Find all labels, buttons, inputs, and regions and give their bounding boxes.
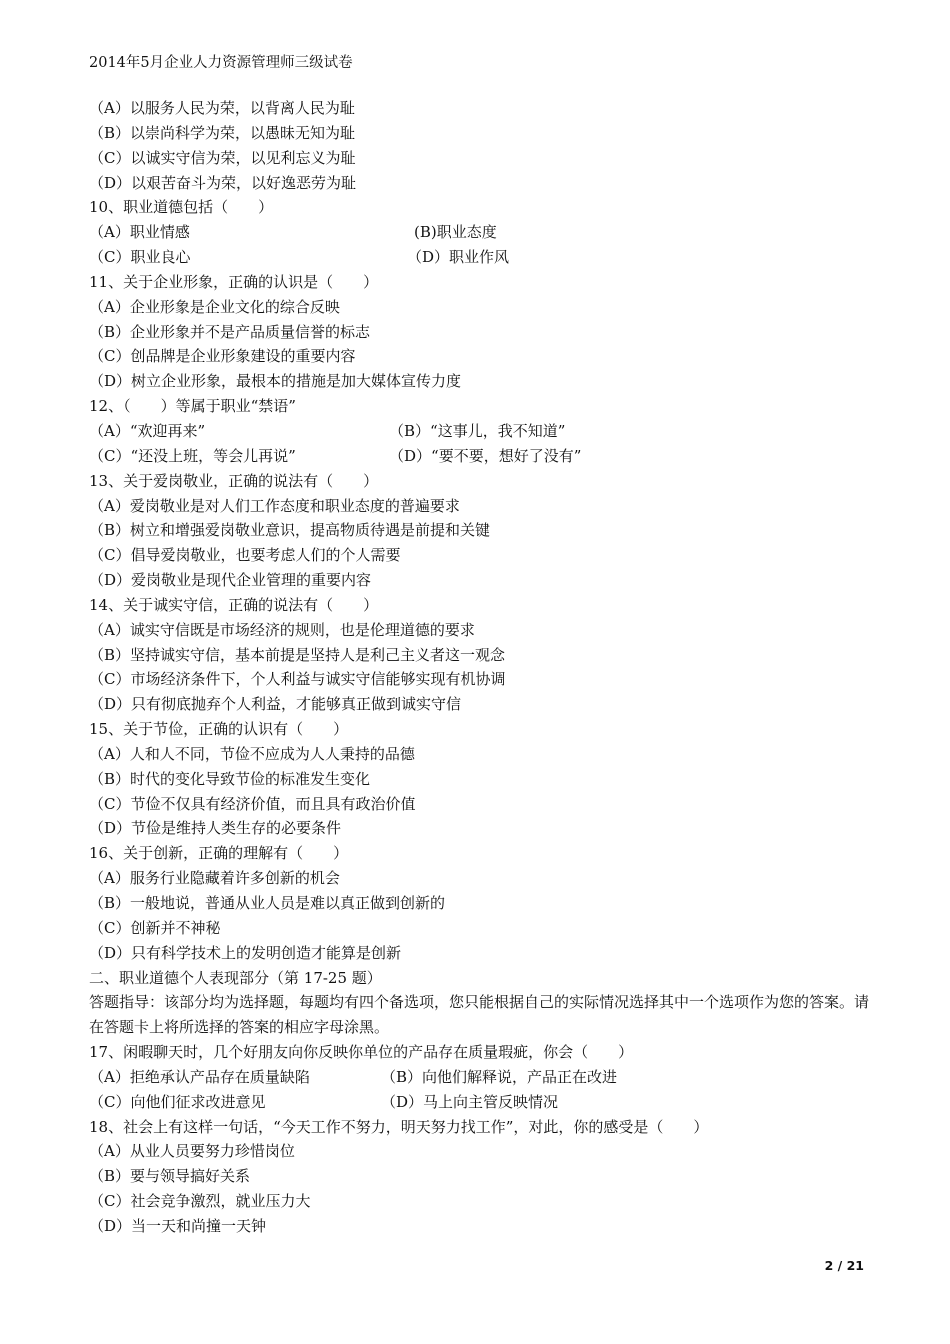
text-line [89,866,869,891]
line-text-second-column: （D）“要不要，想好了没有” [389,446,582,465]
line-text: （B）要与领导搞好关系 [89,1167,251,1186]
text-line [89,1040,869,1065]
line-text: （B）时代的变化导致节俭的标准发生变化 [89,769,371,788]
text-line [89,444,869,469]
line-text: （A）诚实守信既是市场经济的规则，也是伦理道德的要求 [89,620,475,639]
line-text: （D）以艰苦奋斗为荣，以好逸恶劳为耻 [89,173,357,192]
line-text: 12、（ ）等属于职业“禁语” [89,397,296,416]
line-text-second-column: （B）向他们解释说，产品正在改进 [381,1067,618,1086]
line-text-second-column: （D）马上向主管反映情况 [381,1092,559,1111]
line-text: （B）一般地说，普通从业人员是难以真正做到创新的 [89,894,446,912]
line-text: （C）倡导爱岗敬业，也要考虑人们的个人需要 [89,546,401,565]
text-line [89,593,869,618]
line-text: 10、职业道德包括（ ） [89,198,274,217]
line-text: 13、关于爱岗敬业，正确的说法有（ ） [89,471,379,490]
line-text: （C）创新并不神秘 [89,918,221,937]
text-line [89,816,869,841]
line-text: （C）节俭不仅具有经济价值，而且具有政治价值 [89,794,416,813]
text-line [89,618,869,643]
text-line [89,1065,869,1090]
text-line [89,394,869,419]
text-line [89,966,869,991]
text-line [89,270,869,295]
line-text: （C）向他们征求改进意见 [89,1092,266,1111]
text-line [89,245,869,270]
text-line [89,891,869,916]
line-text: （B）树立和增强爱岗敬业意识，提高物质待遇是前提和关键 [89,521,491,540]
line-text: （D）节俭是维持人类生存的必要条件 [89,819,342,838]
line-text: （C）创品牌是企业形象建设的重要内容 [89,347,356,366]
line-text: （C）社会竞争激烈，就业压力大 [89,1192,311,1211]
text-line [89,121,869,146]
line-text: （A）从业人员要努力珍惜岗位 [89,1142,295,1161]
text-line [89,1139,869,1164]
line-text: （D）爱岗敬业是现代企业管理的重要内容 [89,571,372,590]
text-line [89,146,869,171]
line-text: （B）以崇尚科学为荣，以愚昧无知为耻 [89,123,356,142]
page-number: 2 / 21 [824,1258,864,1273]
line-text: （A）拒绝承认产品存在质量缺陷 [89,1067,310,1086]
text-line [89,419,869,444]
line-text-second-column: （B）“这事儿，我不知道” [389,421,566,440]
text-line [89,767,869,792]
line-text: （B）企业形象并不是产品质量信誉的标志 [89,322,371,341]
line-text: 15、关于节俭，正确的认识有（ ） [89,720,349,739]
line-text: （A）爱岗敬业是对人们工作态度和职业态度的普遍要求 [89,496,460,515]
line-text: （C）市场经济条件下，个人利益与诚实守信能够实现有机协调 [89,670,506,689]
page-header-title: 2014年5月企业人力资源管理师三级试卷 [89,55,353,71]
line-text-second-column: (B)职业态度 [414,223,497,242]
line-text: （C）以诚实守信为荣，以见利忘义为耻 [89,148,356,167]
text-line [89,1164,869,1189]
text-line [89,369,869,394]
line-text: 14、关于诚实守信，正确的说法有（ ） [89,595,379,614]
line-text: 18、社会上有这样一句话，“今天工作不努力，明天努力找工作”，对此，你的感受是（ ） [89,1117,709,1136]
text-line [89,568,869,593]
text-line [89,96,869,121]
text-line [89,916,869,941]
line-text: （A）职业情感 [89,223,190,242]
line-text: （A）服务行业隐藏着许多创新的机会 [89,869,340,888]
text-line [89,643,869,668]
text-line [89,543,869,568]
text-line [89,494,869,519]
text-line [89,692,869,717]
text-line [89,717,869,742]
text-line [89,792,869,817]
text-line [89,1189,869,1214]
line-text: （D）树立企业形象，最根本的措施是加大媒体宣传力度 [89,372,462,391]
line-text: （A）“欢迎再来” [89,421,206,440]
exam-content [89,96,869,1239]
line-text: （A）企业形象是企业文化的综合反映 [89,297,340,316]
text-line [89,469,869,494]
line-text: 11、关于企业形象，正确的认识是（ ） [89,272,379,291]
text-line [89,171,869,196]
line-text-second-column: （D）职业作风 [407,248,510,267]
text-line [89,667,869,692]
line-text: （C）“还没上班，等会儿再说” [89,446,296,465]
text-line [89,195,869,220]
line-text: 17、闲暇聊天时，几个好朋友向你反映你单位的产品存在质量瑕疵，你会（ ） [89,1043,634,1062]
text-line [89,344,869,369]
line-text: 16、关于创新，正确的理解有（ ） [89,844,349,863]
line-text: （D）只有彻底抛弃个人利益，才能够真正做到诚实守信 [89,695,462,714]
line-text: （B）坚持诚实守信，基本前提是坚持人是利己主义者这一观念 [89,645,506,664]
line-text: （D）当一天和尚撞一天钟 [89,1216,267,1235]
text-line [89,742,869,767]
text-line [89,941,869,966]
line-text: 答题指导：该部分均为选择题，每题均有四个备选项，您只能根据自己的实际情况选择其中一个选项作为您的答案。请在答题卡上将所选择的答案的相应字母涂黑。 [89,993,870,1037]
text-line [89,841,869,866]
text-line [89,1115,869,1140]
text-line [89,1214,869,1239]
text-line [89,990,869,1040]
text-line [89,1090,869,1115]
text-line [89,518,869,543]
text-line [89,220,869,245]
text-line [89,295,869,320]
line-text: （D）只有科学技术上的发明创造才能算是创新 [89,943,402,962]
line-text: （A）人和人不同，节俭不应成为人人秉持的品德 [89,744,415,763]
text-line [89,320,869,345]
line-text: （C）职业良心 [89,248,191,267]
line-text: 二、职业道德个人表现部分（第 17-25 题） [89,968,382,987]
line-text: （A）以服务人民为荣，以背离人民为耻 [89,99,355,117]
